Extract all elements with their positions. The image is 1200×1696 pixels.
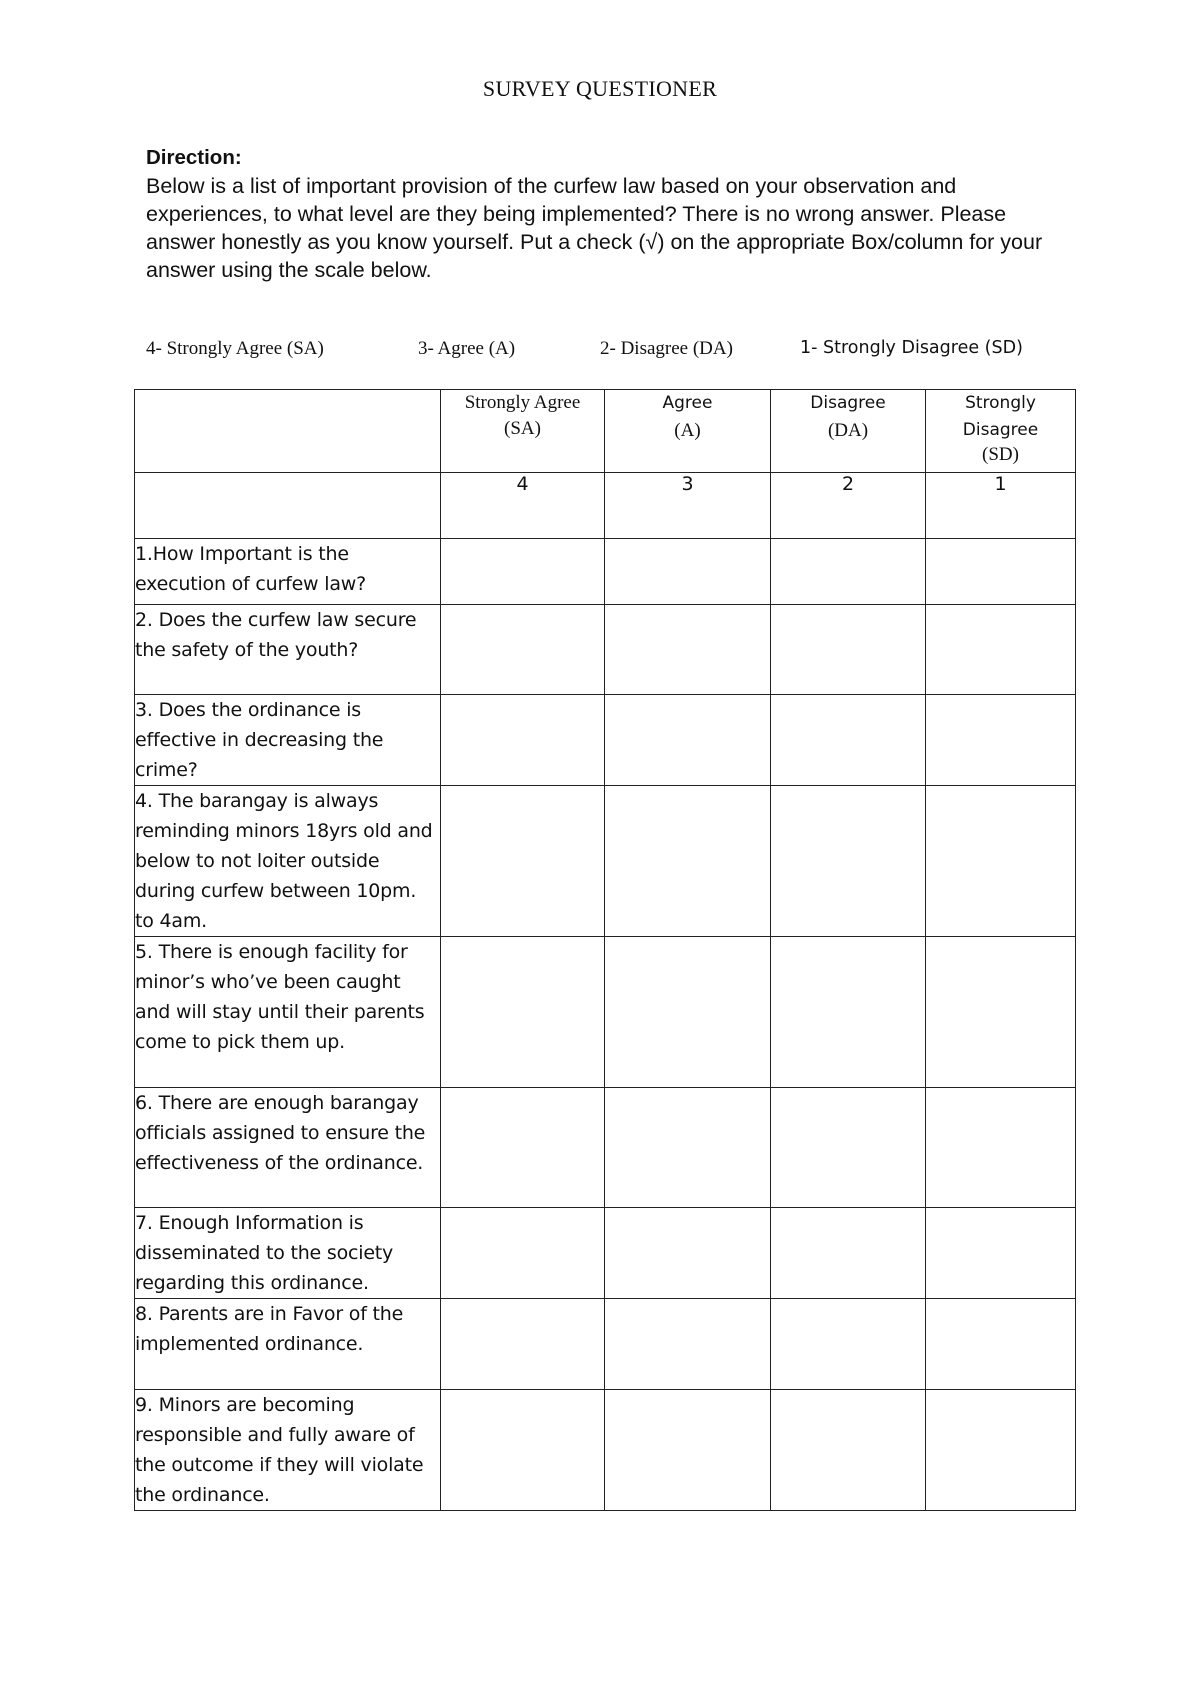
answer-cell-sd[interactable] xyxy=(926,539,1076,605)
question-row-4 xyxy=(135,786,1076,937)
scale-values-row xyxy=(135,473,1076,539)
answer-cell-sa[interactable] xyxy=(441,786,605,937)
survey-table xyxy=(134,389,1076,1511)
answer-cell-sd[interactable] xyxy=(926,1299,1076,1390)
question-text-3: 3. Does the ordinance is effective in decreasing the crime? xyxy=(135,695,441,786)
scale-value-2: 2 xyxy=(771,473,926,539)
header-disagree: Disagree (DA) xyxy=(771,390,926,473)
scale-legend-item-4: 4- Strongly Agree (SA) xyxy=(146,338,324,359)
scale-value-1: 1 xyxy=(926,473,1076,539)
answer-cell-a[interactable] xyxy=(605,1299,771,1390)
answer-cell-sd[interactable] xyxy=(926,1390,1076,1511)
direction-text: Below is a list of important provision of the curfew law based on your observation and experiences, to what level are they being implemented? There is no wrong answer. Please answer honestly as you know yourself. Put a check (√) on the appropriate Box/column for your answer using the scale below. xyxy=(146,174,1043,282)
question-text-6: 6. There are enough barangay officials assigned to ensure the effectiveness of the ordinance. xyxy=(135,1088,441,1208)
answer-cell-a[interactable] xyxy=(605,539,771,605)
answer-cell-a[interactable] xyxy=(605,786,771,937)
answer-cell-sa[interactable] xyxy=(441,695,605,786)
direction-label: Direction: xyxy=(146,146,242,169)
answer-cell-da[interactable] xyxy=(771,605,926,695)
question-row-9 xyxy=(135,1390,1076,1511)
question-row-7 xyxy=(135,1208,1076,1299)
answer-cell-sa[interactable] xyxy=(441,539,605,605)
answer-cell-da[interactable] xyxy=(771,786,926,937)
answer-cell-a[interactable] xyxy=(605,937,771,1088)
header-agree: Agree (A) xyxy=(605,390,771,473)
answer-cell-a[interactable] xyxy=(605,695,771,786)
answer-cell-sd[interactable] xyxy=(926,605,1076,695)
question-row-2 xyxy=(135,605,1076,695)
scale-legend xyxy=(146,338,1106,366)
scale-values-blank-cell xyxy=(135,473,441,539)
answer-cell-da[interactable] xyxy=(771,1390,926,1511)
answer-cell-sa[interactable] xyxy=(441,1390,605,1511)
scale-value-4: 4 xyxy=(441,473,605,539)
answer-cell-sd[interactable] xyxy=(926,1208,1076,1299)
scale-legend-item-1: 1- Strongly Disagree (SD) xyxy=(800,338,1023,358)
question-row-6 xyxy=(135,1088,1076,1208)
question-row-1 xyxy=(135,539,1076,605)
answer-cell-sd[interactable] xyxy=(926,786,1076,937)
question-row-3 xyxy=(135,695,1076,786)
answer-cell-sa[interactable] xyxy=(441,1299,605,1390)
question-text-4: 4. The barangay is always reminding minors 18yrs old and below to not loiter outside during curfew between 10pm. to 4am. xyxy=(135,786,441,937)
answer-cell-da[interactable] xyxy=(771,1299,926,1390)
answer-cell-sa[interactable] xyxy=(441,1088,605,1208)
header-blank-cell xyxy=(135,390,441,473)
answer-cell-da[interactable] xyxy=(771,539,926,605)
question-text-5: 5. There is enough facility for minor’s who’ve been caught and will stay until their parents come to pick them up. xyxy=(135,937,441,1088)
header-strongly-agree: Strongly Agree (SA) xyxy=(441,390,605,473)
answer-cell-da[interactable] xyxy=(771,1088,926,1208)
answer-cell-da[interactable] xyxy=(771,1208,926,1299)
question-row-5 xyxy=(135,937,1076,1088)
answer-cell-sd[interactable] xyxy=(926,1088,1076,1208)
table-header-row xyxy=(135,390,1076,473)
question-text-1: 1.How Important is the execution of curfew law? xyxy=(135,539,441,605)
answer-cell-a[interactable] xyxy=(605,1088,771,1208)
scale-legend-item-3: 3- Agree (A) xyxy=(418,338,516,359)
answer-cell-a[interactable] xyxy=(605,605,771,695)
document-title: SURVEY QUESTIONER xyxy=(482,76,718,101)
question-text-7: 7. Enough Information is disseminated to the society regarding this ordinance. xyxy=(135,1208,441,1299)
scale-legend-item-2: 2- Disagree (DA) xyxy=(600,338,733,359)
question-text-8: 8. Parents are in Favor of the implemented ordinance. xyxy=(135,1299,441,1390)
answer-cell-sa[interactable] xyxy=(441,605,605,695)
answer-cell-sd[interactable] xyxy=(926,695,1076,786)
answer-cell-a[interactable] xyxy=(605,1208,771,1299)
question-row-8 xyxy=(135,1299,1076,1390)
header-strongly-disagree: Strongly Disagree (SD) xyxy=(926,390,1076,473)
answer-cell-sa[interactable] xyxy=(441,937,605,1088)
answer-cell-sa[interactable] xyxy=(441,1208,605,1299)
answer-cell-a[interactable] xyxy=(605,1390,771,1511)
answer-cell-sd[interactable] xyxy=(926,937,1076,1088)
scale-value-3: 3 xyxy=(605,473,771,539)
direction-section xyxy=(146,144,1046,284)
answer-cell-da[interactable] xyxy=(771,937,926,1088)
answer-cell-da[interactable] xyxy=(771,695,926,786)
question-text-2: 2. Does the curfew law secure the safety of the youth? xyxy=(135,605,441,695)
question-text-9: 9. Minors are becoming responsible and fully aware of the outcome if they will violate the ordinance. xyxy=(135,1390,441,1511)
